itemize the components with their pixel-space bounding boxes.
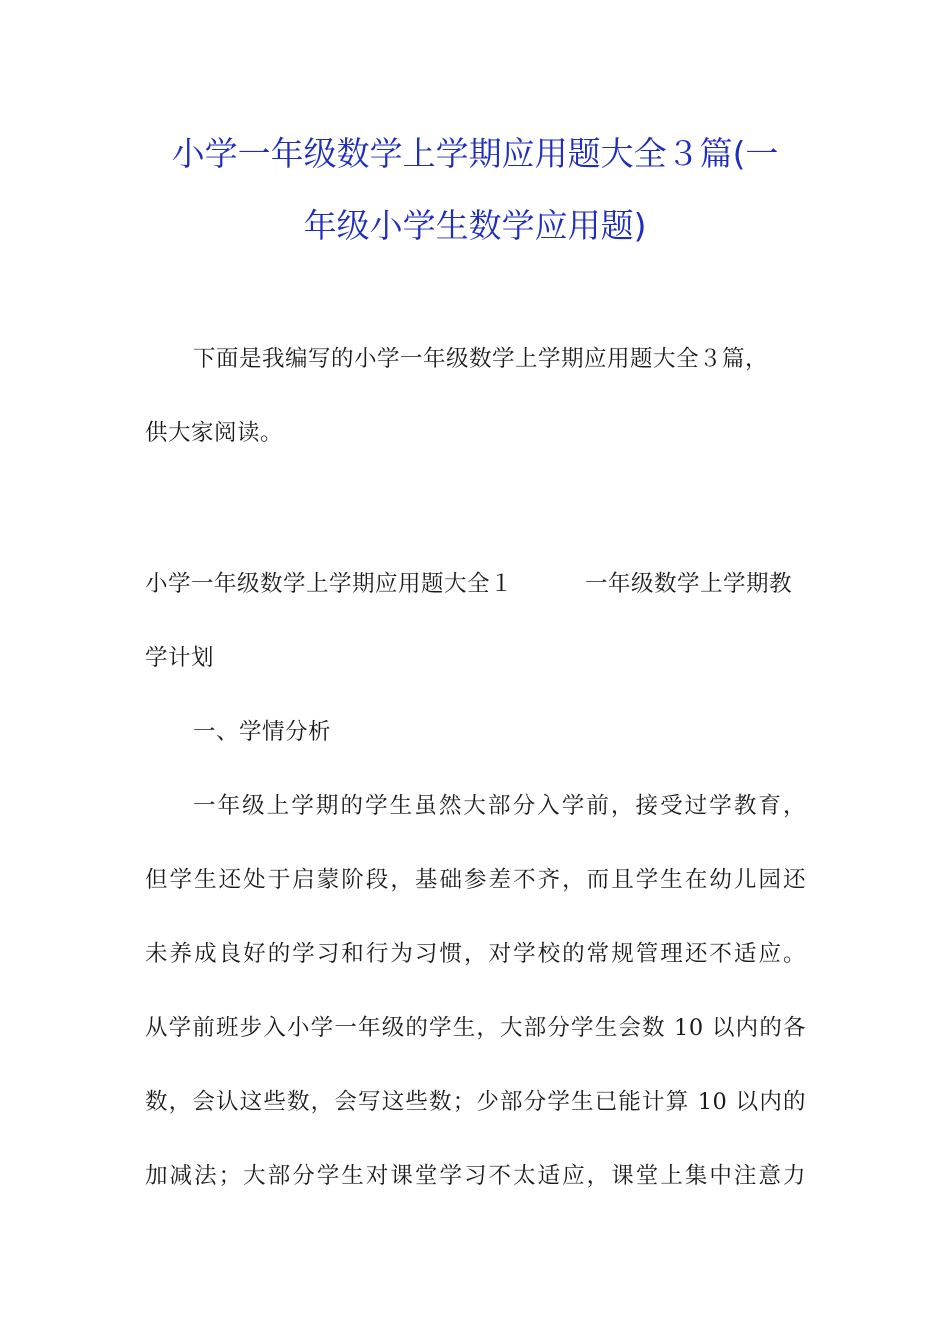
document-title-line-2: 年级小学生数学应用题) (303, 206, 647, 245)
document-title-line-1: 小学一年级数学上学期应用题大全３篇(一 (171, 134, 779, 173)
body-line-2: 但学生还处于启蒙阶段，基础参差不齐，而且学生在幼儿园还 (145, 867, 806, 893)
body-line-4: 从学前班步入小学一年级的学生，大部分学生会数 10 以内的各 (145, 1015, 806, 1041)
body-line-6: 加减法；大部分学生对课堂学习不太适应，课堂上集中注意力 (145, 1163, 806, 1189)
body-line-5: 数，会认这些数，会写这些数；少部分学生已能计算 10 以内的 (145, 1089, 806, 1115)
section-heading-left: 小学一年级数学上学期应用题大全１ (145, 571, 514, 597)
subheading-situation-analysis: 一、学情分析 (193, 719, 332, 745)
body-line-3: 未养成良好的学习和行为习惯，对学校的常规管理还不适应。 (145, 941, 806, 967)
section-heading-line-2: 学计划 (145, 645, 215, 671)
intro-paragraph-line-1: 下面是我编写的小学一年级数学上学期应用题大全３篇， (193, 346, 769, 372)
section-heading-right: 一年级数学上学期教 (585, 571, 793, 597)
intro-paragraph-line-2: 供大家阅读。 (145, 420, 284, 446)
body-line-1: 一年级上学期的学生虽然大部分入学前，接受过学教育， (193, 793, 806, 819)
